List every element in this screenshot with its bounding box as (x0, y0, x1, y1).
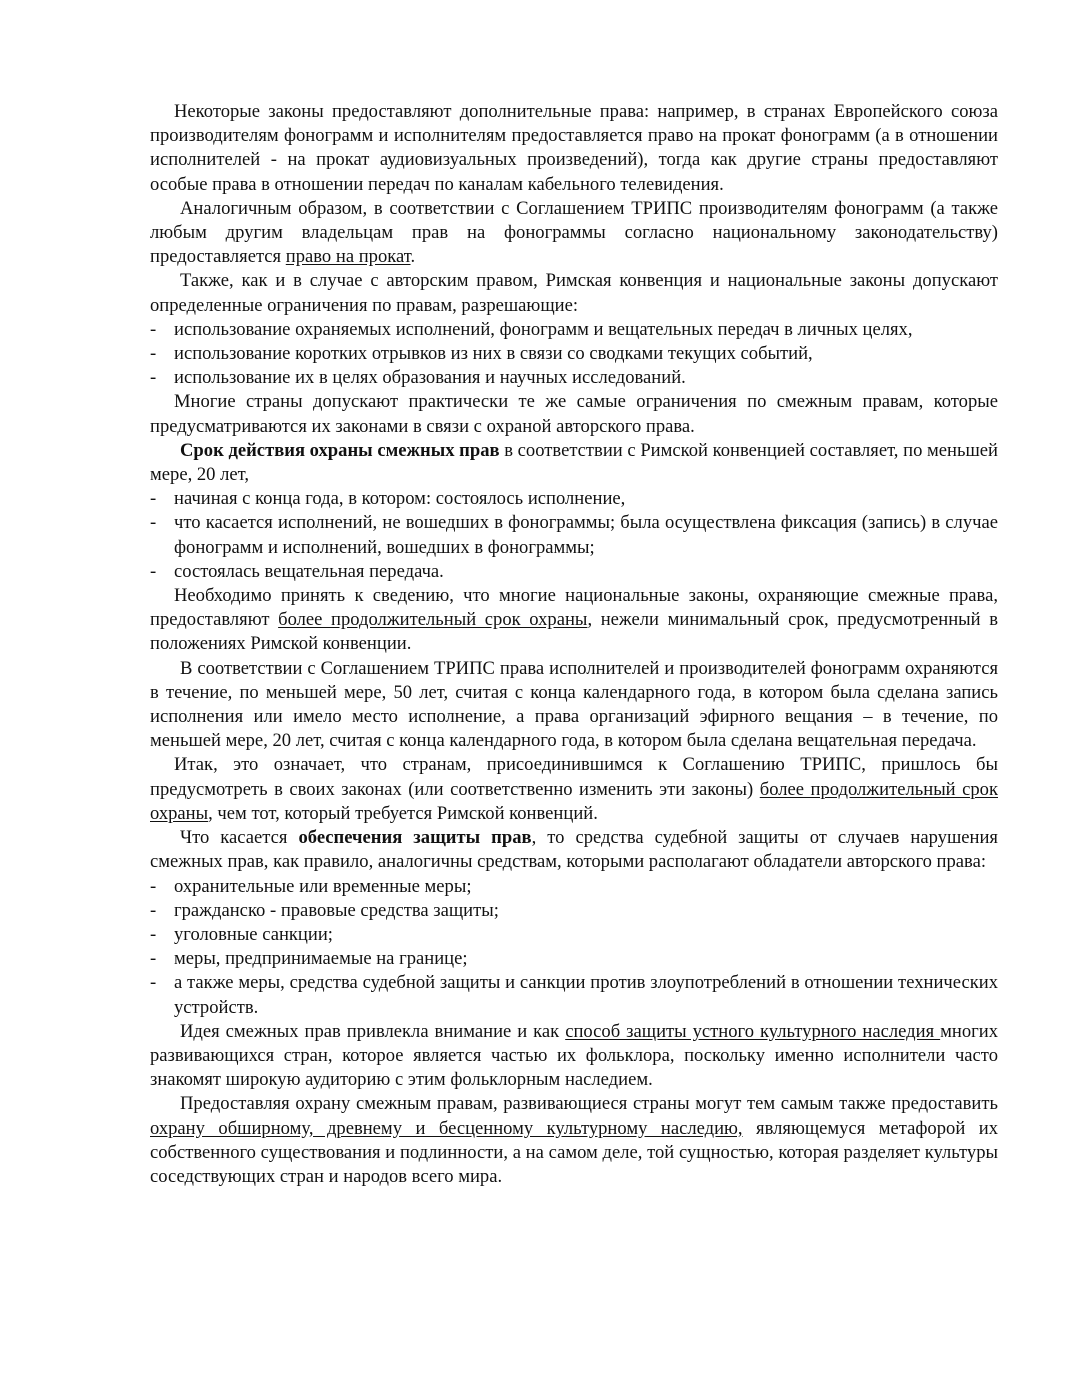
text-run: Итак, это означает, что странам, присоединившимся к Соглашению ТРИПС, пришлось бы предусмотреть в своих законах (или соответственно изменить эти законы) (150, 754, 998, 800)
paragraph (150, 100, 998, 197)
underlined-phrase: право на прокат (285, 246, 411, 268)
text-run: что касается исполнений, не вошедших в фонограммы; была осуществлена фиксация (запись) в случае фонограмм и исполнений, вошедших в фонограммы; (174, 512, 998, 558)
text-run: в соответствии с Римской конвенцией составляет, по меньшей мере, 20 лет, (150, 439, 998, 486)
list-item (150, 487, 998, 511)
text-run: , чем тот, который требуется Римской конвенций. (208, 802, 598, 824)
list-item (150, 342, 998, 366)
text-run: Что касается (180, 827, 299, 849)
paragraph (150, 753, 998, 826)
list-item (150, 560, 998, 584)
text-run: , нежели минимальный срок, предусмотренный в положениях Римской конвенции. (150, 609, 998, 655)
list-item (150, 971, 998, 1019)
paragraph (150, 1020, 998, 1093)
list-item (150, 875, 998, 899)
text-run: а также меры, средства судебной защиты и санкции против злоупотреблений в отношении технических устройств. (174, 972, 998, 1018)
bold-term: Срок действия охраны смежных прав (180, 439, 500, 461)
paragraph (150, 1092, 998, 1189)
underlined-phrase: способ защиты устного культурного наследия (565, 1020, 941, 1042)
text-run: гражданско - правовые средства защиты; (174, 899, 499, 921)
text-run: уголовные санкции; (174, 923, 333, 945)
list-item (150, 947, 998, 971)
list-item (150, 899, 998, 923)
text-run: охранительные или временные меры; (174, 875, 472, 897)
underlined-phrase: более продолжительный срок охраны (278, 609, 588, 631)
text-run: Аналогичным образом, в соответствии с Соглашением ТРИПС производителям фонограмм (а также любым другим владельцам прав на фонограммы согласно национальному законодательству) предоставляется (150, 197, 998, 268)
text-run: В соответствии с Соглашением ТРИПС права исполнителей и производителей фонограмм охраняются в течение, по меньшей мере, 50 лет, считая с конца календарного года, в котором была сделана запись исполнения или имело место исполнение, а права организаций эфирного вещания – в течение, по меньшей мере, 20 лет, считая с конца календарного года, в котором была сделана вещательная передача. (150, 657, 998, 752)
underlined-phrase: более продолжительный срок охраны (150, 778, 998, 824)
paragraph (150, 657, 998, 754)
underlined-phrase: охрану обширному, древнему и бесценному культурному наследию, (150, 1117, 743, 1139)
list-item (150, 511, 998, 559)
text-run: Необходимо принять к сведению, что многие национальные законы, охраняющие смежные права, предоставляют (150, 585, 998, 631)
text-run: Идея смежных прав привлекла внимание и как (180, 1020, 566, 1042)
list-item (150, 318, 998, 342)
paragraph (150, 390, 998, 438)
paragraph (150, 197, 998, 270)
text-run: Многие страны допускают практически те же самые ограничения по смежным правам, которые предусматриваются их законами в связи с охраной авторского права. (150, 391, 998, 437)
bold-term: обеспечения защиты прав (298, 827, 532, 849)
document-page (150, 100, 998, 1189)
text-run: Некоторые законы предоставляют дополнительные права: например, в странах Европейского союза производителям фонограмм и исполнителям предоставляется право на прокат фонограмм (а в отношении исполнителей - на прокат аудиовизуальных произведений), тогда как другие страны предоставляют особые права в отношении передач по каналам кабельного телевидения. (150, 101, 998, 195)
text-run: , то средства судебной защиты от случаев нарушения смежных прав, как правило, аналогичны средствам, которыми располагают обладатели авторского права: (150, 827, 998, 873)
text-run: меры, предпринимаемые на границе; (174, 948, 468, 970)
text-run: использование коротких отрывков из них в связи со сводками текущих событий, (174, 343, 813, 365)
paragraph (150, 269, 998, 317)
list-item (150, 923, 998, 947)
text-run: многих развивающихся стран, которое является частью их фольклора, поскольку именно исполнители часто знакомят широкую аудиторию с этим фольклорным наследием. (150, 1020, 998, 1091)
list-item (150, 366, 998, 390)
text-run: . (410, 246, 416, 268)
text-run: состоялась вещательная передача. (174, 560, 444, 582)
paragraph (150, 826, 998, 874)
text-run: использование охраняемых исполнений, фонограмм и вещательных передач в личных целях, (174, 318, 913, 340)
paragraph (150, 439, 998, 487)
text-run: Также, как и в случае с авторским правом, Римская конвенция и национальные законы допускают определенные ограничения по правам, разрешающие: (150, 270, 998, 316)
text-run: являющемуся метафорой их собственного существования и подлинности, а на самом деле, той сущностью, которая разделяет культуры соседствующих стран и народов всего мира. (150, 1117, 998, 1187)
paragraph (150, 584, 998, 657)
text-run: Предоставляя охрану смежным правам, развивающиеся страны могут тем самым также предоставить (180, 1093, 998, 1115)
text-run: использование их в целях образования и научных исследований. (174, 367, 686, 389)
text-run: начиная с конца года, в котором: состоялось исполнение, (174, 488, 626, 510)
